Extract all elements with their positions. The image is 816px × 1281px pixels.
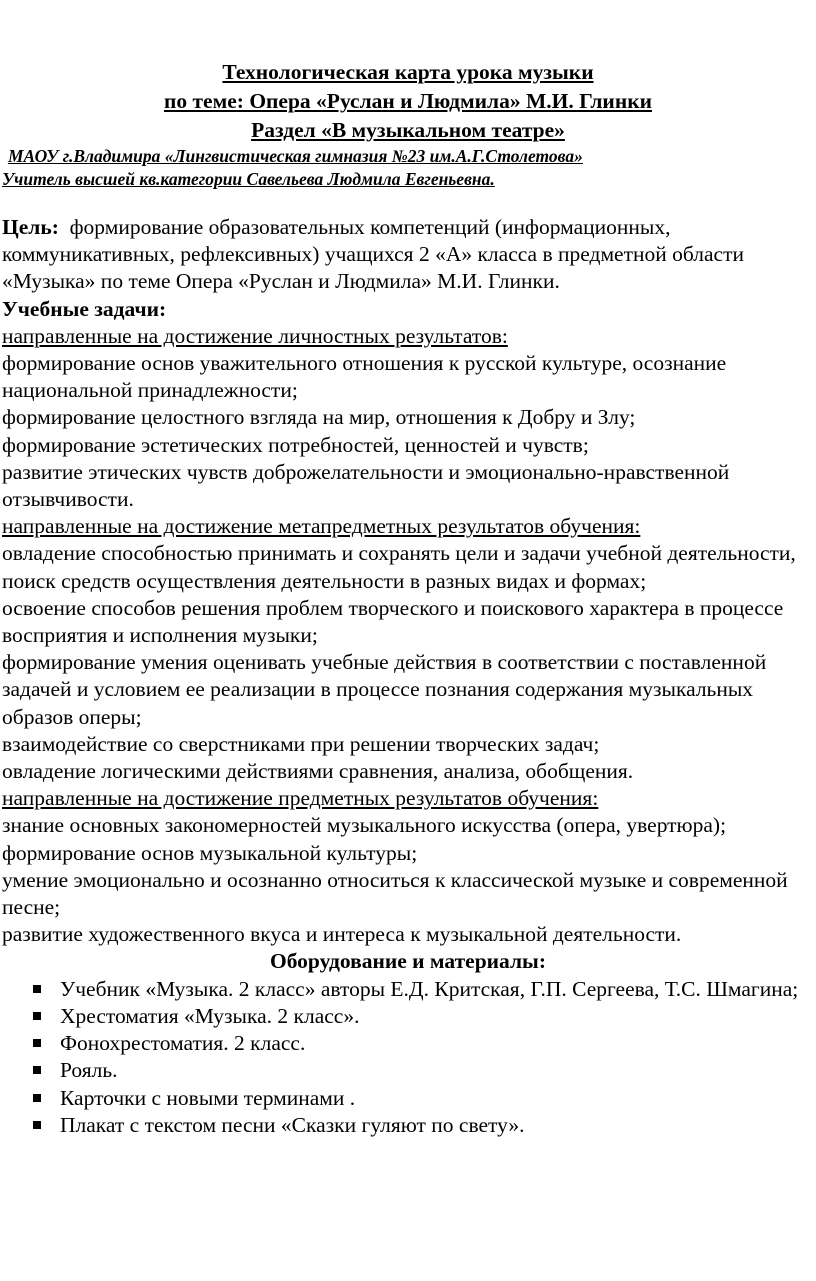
square-bullet-icon: [33, 1012, 41, 1020]
document-body: [2, 214, 814, 1139]
meta-item: взаимодействие со сверстниками при решении творческих задач;: [2, 731, 600, 756]
subject-item: развитие художественного вкуса и интереса к музыкальной деятельности.: [2, 922, 682, 947]
subject-item: умение эмоционально и осознанно относиться к классической музыке и современной песне;: [2, 867, 788, 920]
square-bullet-icon: [33, 985, 41, 993]
teacher-name: Учитель высшей кв.категории Савельева Людмила Евгеньевна.: [2, 169, 495, 189]
equipment-list: [2, 976, 814, 1139]
personal-item: формирование основ уважительного отношения к русской культуре, осознание национальной принадлежности;: [2, 351, 727, 403]
meta-item: овладение способностью принимать и сохранять цели и задачи учебной деятельности, поиск средств осуществления деятельности в разных видах и формах;: [2, 541, 796, 593]
equipment-item-text: Рояль.: [60, 1058, 118, 1083]
goal-label: Цель:: [2, 215, 59, 239]
doc-section: Раздел «В музыкальном театре»: [251, 118, 565, 142]
subject-item: знание основных закономерностей музыкального искусства (опера, увертюра);: [2, 813, 727, 838]
meta-item: освоение способов решения проблем творческого и поискового характера в процессе восприятия и исполнения музыки;: [2, 595, 784, 648]
subject-item: формирование основ музыкальной культуры;: [2, 840, 418, 865]
square-bullet-icon: [33, 1066, 41, 1074]
equipment-item: [2, 1057, 814, 1084]
equipment-item-text: Учебник «Музыка. 2 класс» авторы Е.Д. Критская, Г.П. Сергеева, Т.С. Шмагина;: [60, 976, 799, 1001]
personal-item: формирование эстетических потребностей, ценностей и чувств;: [2, 432, 589, 457]
equipment-item-text: Фонохрестоматия. 2 класс.: [60, 1031, 306, 1056]
goal-paragraph: [2, 214, 814, 296]
square-bullet-icon: [33, 1094, 41, 1102]
personal-item: развитие этических чувств доброжелательности и эмоционально-нравственной отзывчивости.: [2, 459, 730, 512]
equipment-item-text: Плакат с текстом песни «Сказки гуляют по свету».: [60, 1112, 525, 1137]
meta-item: формирование умения оценивать учебные действия в соответствии с поставленной задачей и условием ее реализации в процессе познания содержания музыкальных образов оперы;: [2, 650, 767, 729]
doc-title: Технологическая карта урока музыки: [222, 60, 594, 84]
title-block: [0, 58, 816, 191]
personal-item: формирование целостного взгляда на мир, отношения к Добру и Злу;: [2, 405, 636, 430]
square-bullet-icon: [33, 1121, 41, 1129]
equipment-item: [2, 1085, 814, 1112]
equipment-item: [2, 1003, 814, 1030]
personal-heading: направленные на достижение личностных результатов:: [2, 323, 508, 348]
doc-topic: по теме: Опера «Руслан и Людмила» М.И. Глинки: [163, 89, 652, 113]
equipment-item-text: Хрестоматия «Музыка. 2 класс».: [60, 1003, 360, 1028]
tasks-heading: Учебные задачи:: [2, 296, 167, 321]
equipment-heading: Оборудование и материалы:: [269, 949, 546, 974]
equipment-item-text: Карточки с новыми терминами .: [60, 1085, 356, 1110]
meta-heading: направленные на достижение метапредметных результатов обучения:: [2, 514, 641, 539]
equipment-item: [2, 1030, 814, 1057]
subject-heading: направленные на достижение предметных результатов обучения:: [2, 786, 599, 811]
school-name: МАОУ г.Владимира «Лингвистическая гимназия №23 им.А.Г.Столетова»: [8, 146, 583, 166]
goal-text: формирование образовательных компетенций (информационных, коммуникативных, рефлексивных) учащихся 2 «А» класса в предметной области «Музыка» по теме Опера «Руслан и Людмила» М.И. Глинки.: [2, 215, 744, 294]
meta-item: овладение логическими действиями сравнения, анализа, обобщения.: [2, 759, 634, 784]
square-bullet-icon: [33, 1039, 41, 1047]
equipment-item: [2, 976, 814, 1003]
equipment-item: [2, 1112, 814, 1139]
